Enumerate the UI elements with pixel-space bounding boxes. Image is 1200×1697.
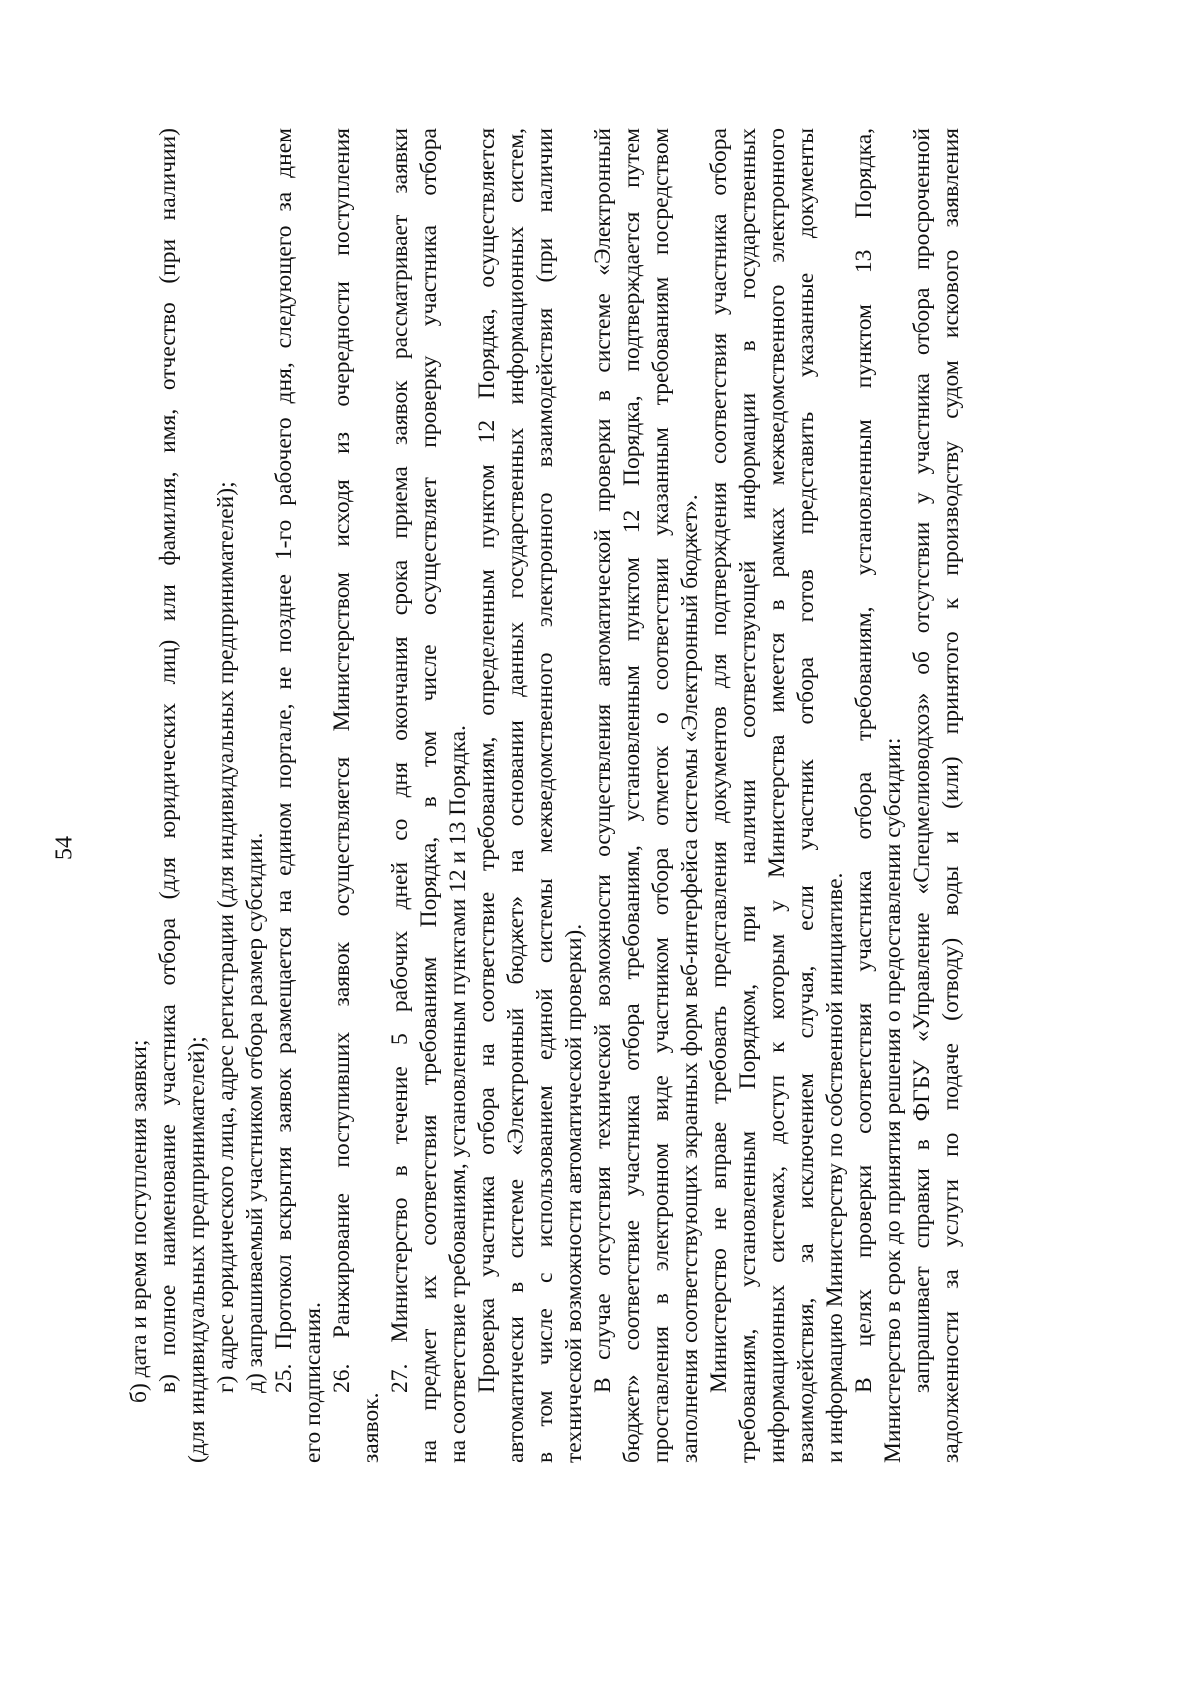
text-line: на предмет их соответствия требованиям Порядка, в том числе осуществляет проверку участника отбора [416, 128, 442, 1463]
text-line: и информацию Министерству по собственной инициативе. [822, 872, 848, 1463]
text-line: В случае отсутствия технической возможности осуществления автоматической проверки в системе «Электронный [590, 128, 616, 1393]
document-body [125, 108, 1075, 1588]
text-line: его подписания. [300, 1302, 326, 1463]
text-line: на соответствие требованиям, установленным пунктами 12 и 13 Порядка. [445, 725, 471, 1463]
text-line: 27. Министерство в течение 5 рабочих дней со дня окончания срока приема заявок рассматривает заявки [387, 128, 413, 1393]
page-number: 54 [51, 836, 78, 860]
text-line: д) запрашиваемый участником отбора размер субсидии. [242, 832, 268, 1393]
text-line: бюджет» соответствие участника отбора требованиям, установленным пунктом 12 Порядка, подтверждается путем [619, 128, 645, 1463]
text-line: 25. Протокол вскрытия заявок размещается на едином портале, не позднее 1-го рабочего дня, следующего за днем [271, 128, 297, 1393]
text-line: запрашивает справки в ФГБУ «Управление «Спецмелиоводхоз» об отсутствии у участника отбора просроченной [909, 128, 935, 1393]
text-line: б) дата и время поступления заявки; [126, 1039, 152, 1403]
text-line: Министерство в срок до принятия решения о предоставлении субсидии: [880, 737, 906, 1463]
text-line: автоматически в системе «Электронный бюджет» на основании данных государственных информационных систем, [503, 128, 529, 1463]
text-line: г) адрес юридического лица, адрес регистрации (для индивидуальных предпринимателей); [213, 481, 239, 1393]
text-line: технической возможности автоматической проверки). [561, 923, 587, 1463]
text-line: В целях проверки соответствия участника отбора требованиям, установленным пунктом 13 Порядка, [851, 128, 877, 1393]
text-line: заполнения соответствующих экранных форм веб-интерфейса системы «Электронный бюджет». [677, 494, 703, 1463]
text-line: информационных системах, доступ к которым у Министерства имеется в рамках межведомственного электронного [764, 128, 790, 1463]
text-line: требованиям, установленным Порядком, при наличии соответствующей информации в государственных [735, 128, 761, 1463]
text-line: в) полное наименование участника отбора (для юридических лиц) или фамилия, имя, отчество (при наличии) [155, 128, 181, 1393]
text-line: Министерство не вправе требовать представления документов для подтверждения соответствия участника отбора [706, 128, 732, 1393]
text-line: задолженности за услуги по подаче (отводу) воды и (или) принятого к производству судом искового заявления [938, 128, 964, 1463]
text-line: в том числе с использованием единой системы межведомственного электронного взаимодействия (при наличии [532, 128, 558, 1463]
text-line: 26. Ранжирование поступивших заявок осуществляется Министерством исходя из очередности поступления [329, 128, 355, 1393]
text-line: Проверка участника отбора на соответствие требованиям, определенным пунктом 12 Порядка, осуществляется [474, 128, 500, 1393]
text-line: заявок. [358, 1392, 384, 1463]
text-line: (для индивидуальных предпринимателей); [184, 1036, 210, 1463]
text-line: проставления в электронном виде участником отбора отметок о соответствии указанным требованиям посредством [648, 128, 674, 1463]
text-line: взаимодействия, за исключением случая, если участник отбора готов представить указанные документы [793, 128, 819, 1463]
